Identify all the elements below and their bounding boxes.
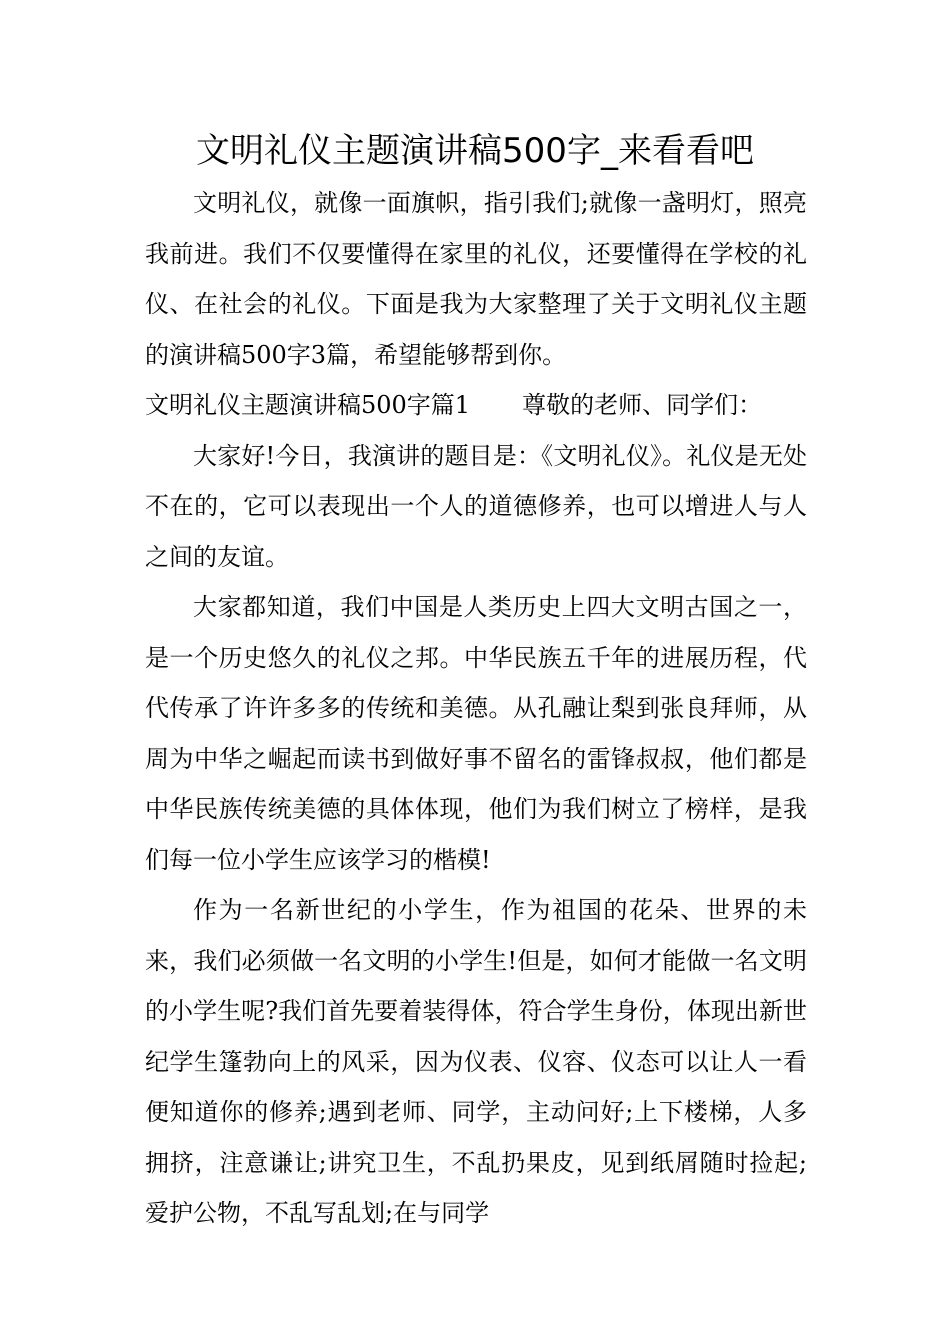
body-paragraph-3: 作为一名新世纪的小学生，作为祖国的花朵、世界的未来，我们必须做一名文明的小学生!但是，如何才能做一名文明的小学生呢?我们首先要着装得体，符合学生身份，体现出新世纪学生篷勃向上的风采，因为仪表、仪容、仪态可以让人一看便知道你的修养;遇到老师、同学，主动问好;上下楼梯，人多拥挤，注意谦让;讲究卫生，不乱扔果皮，见到纸屑随时捡起;爱护公物，不乱写乱划;在与同学 [145,896,807,1227]
intro-paragraph: 文明礼仪，就像一面旗帜，指引我们;就像一盏明灯，照亮我前进。我们不仅要懂得在家里的礼仪，还要懂得在学校的礼仪、在社会的礼仪。下面是我为大家整理了关于文明礼仪主题的演讲稿500字3篇，希望能够帮到你。 [145,189,807,369]
body-paragraph-1: 大家好!今日，我演讲的题目是：《文明礼仪》。礼仪是无处不在的，它可以表现出一个人的道德修养，也可以增进人与人之间的友谊。 [145,441,807,571]
section-heading-line [145,380,807,431]
document-title: 文明礼仪主题演讲稿500字_来看看吧 [196,131,754,171]
body-paragraph-2: 大家都知道，我们中国是人类历史上四大文明古国之一，是一个历史悠久的礼仪之邦。中华民族五千年的进展历程，代代传承了许许多多的传统和美德。从孔融让梨到张良拜师，从周为中华之崛起而读书到做好事不留名的雷锋叔叔，他们都是中华民族传统美德的具体体现，他们为我们树立了榜样，是我们每一位小学生应该学习的楷模! [145,593,807,874]
section-heading: 文明礼仪主题演讲稿500字篇1 [145,391,471,419]
document-body [145,178,807,1239]
salutation: 尊敬的老师、同学们： [522,391,763,419]
